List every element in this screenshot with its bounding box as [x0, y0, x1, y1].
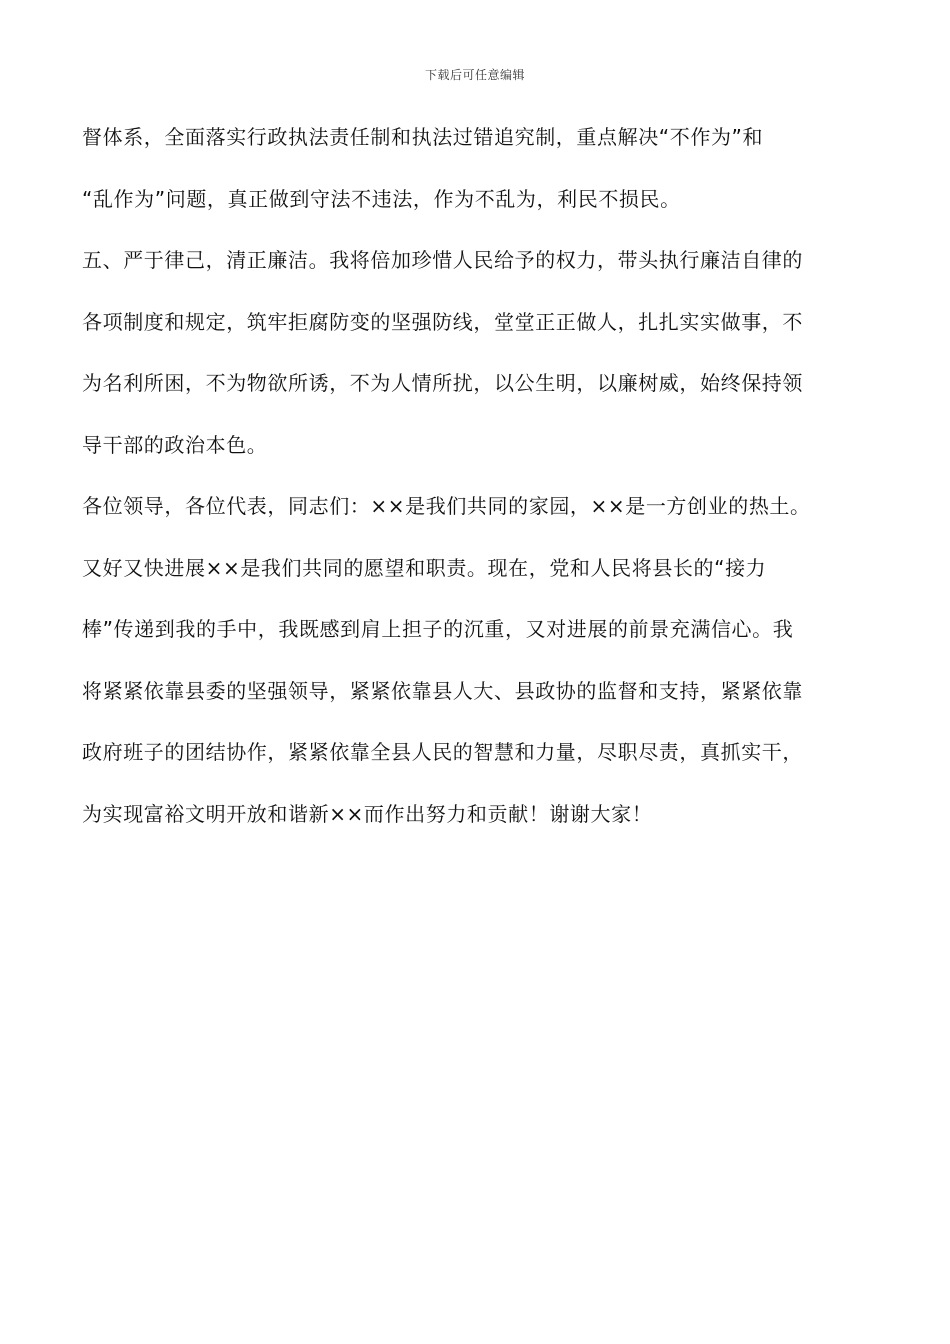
text-line: 督体系，全面落实行政执法责任制和执法过错追究制，重点解决“不作为”和 — [82, 125, 764, 149]
text-line: 五、严于律己，清正廉洁。我将倍加珍惜人民给予的权力，带头执行廉洁自律的 — [82, 248, 803, 272]
text-line: 为实现富裕文明开放和谐新××而作出努力和贡献！谢谢大家！ — [82, 801, 653, 826]
text-line: 政府班子的团结协作，紧紧依靠全县人民的智慧和力量，尽职尽责，真抓实干， — [82, 740, 803, 764]
text-line: 为名利所困，不为物欲所诱，不为人情所扰，以公生明，以廉树威，始终保持领 — [82, 371, 803, 395]
text-line: 导干部的政治本色。 — [82, 432, 268, 457]
text-line: 棒”传递到我的手中，我既感到肩上担子的沉重，又对进展的前景充满信心。我 — [82, 617, 794, 641]
text-line: 各项制度和规定，筑牢拒腐防变的坚强防线，堂堂正正做人，扎扎实实做事，不 — [82, 309, 803, 334]
text-line: 将紧紧依靠县委的坚强领导，紧紧依靠县人大、县政协的监督和支持，紧紧依靠 — [82, 678, 803, 703]
text-line: 又好又快进展××是我们共同的愿望和职责。现在，党和人民将县长的“接力 — [82, 555, 767, 580]
text-line: 各位领导，各位代表，同志们：××是我们共同的家园，××是一方创业的热土。 — [82, 494, 811, 518]
document-body — [82, 115, 892, 853]
text-line: “乱作为”问题，真正做到守法不违法，作为不乱为，利民不损民。 — [82, 186, 681, 211]
page-header: 下载后可任意编辑 — [424, 68, 525, 82]
